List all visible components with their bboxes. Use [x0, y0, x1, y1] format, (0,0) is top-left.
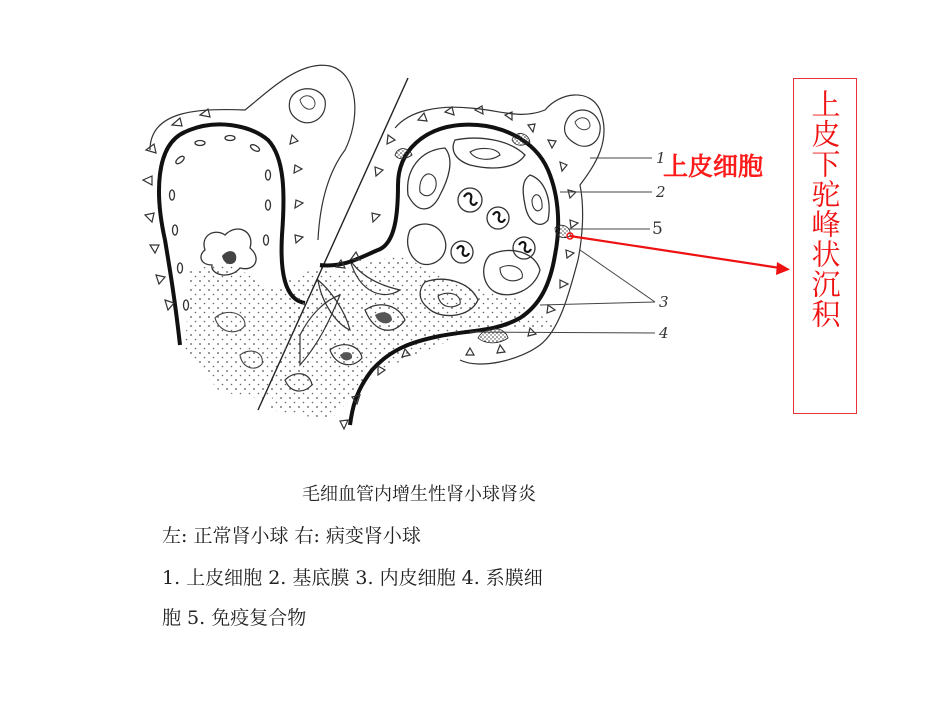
right-podocyte-body	[565, 110, 601, 146]
label-4: 4	[659, 324, 669, 342]
caption-title: 毛细血管内增生性肾小球肾炎	[302, 484, 536, 505]
caption-line-1: 左: 正常肾小球 右: 病变肾小球	[162, 525, 421, 547]
caption-line-2: 1. 上皮细胞 2. 基底膜 3. 内皮细胞 4. 系膜细	[162, 567, 543, 589]
left-podocyte-body	[289, 89, 325, 123]
label-5: 5	[652, 219, 663, 239]
epithelial-cell-annotation: 上皮细胞	[663, 152, 764, 181]
label-3: 3	[659, 293, 669, 311]
neutrophils	[451, 188, 535, 263]
caption-line-3: 胞 5. 免疫复合物	[162, 607, 307, 629]
red-arrow	[567, 233, 790, 275]
left-outer-outline	[150, 65, 355, 240]
label-2: 2	[656, 183, 666, 201]
subepithelial-deposit-text: 上皮下驼峰状沉积	[807, 89, 842, 329]
label-1: 1	[656, 149, 666, 167]
subepithelial-deposit-box	[793, 78, 857, 414]
